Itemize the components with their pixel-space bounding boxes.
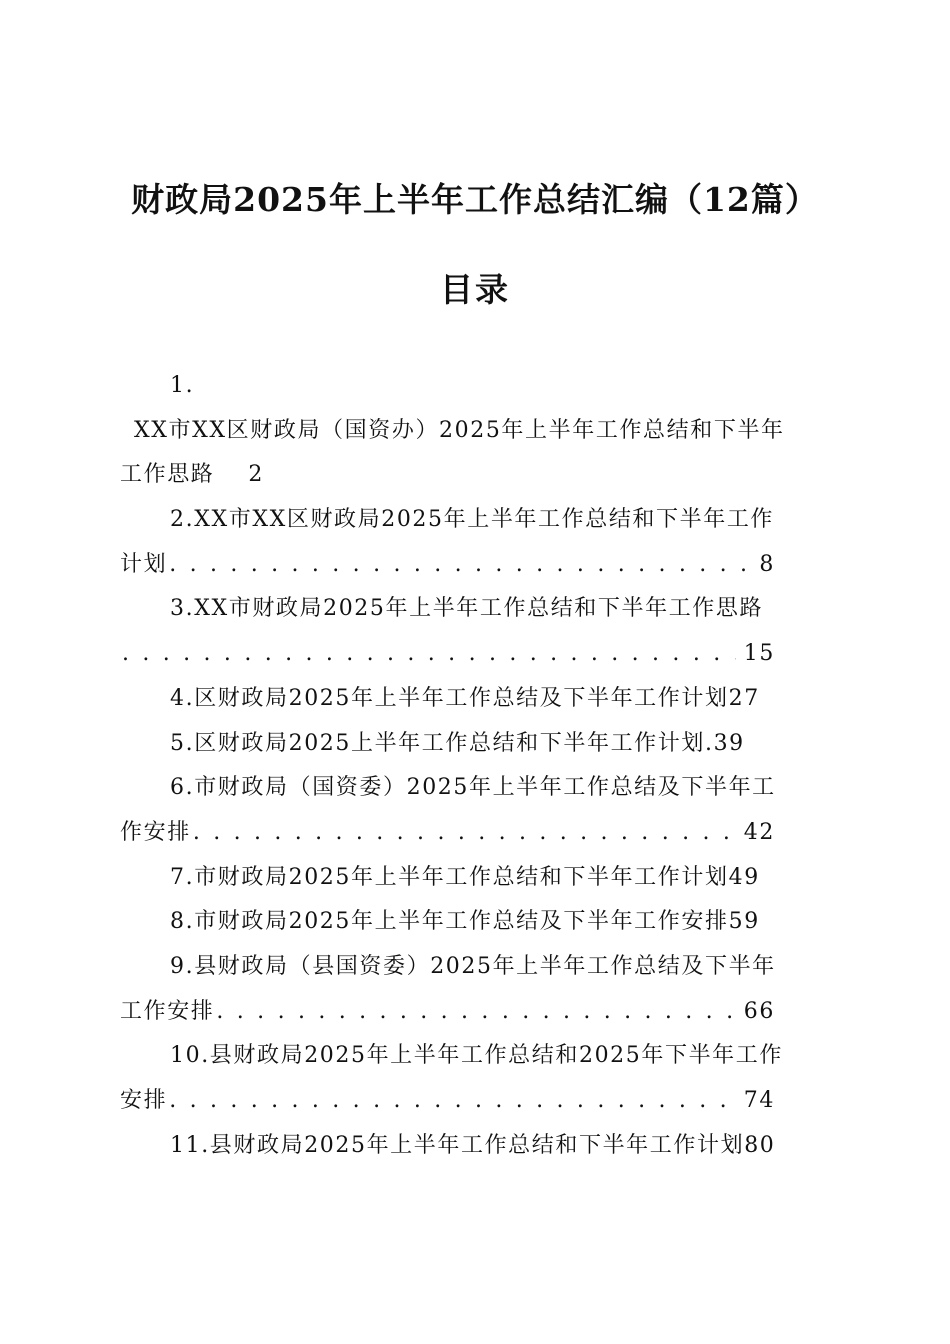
toc-entry-10-title-cont: 安排 xyxy=(120,1088,168,1113)
toc-entry-6-title[interactable]: 6.市财政局（国资委）2025年上半年工作总结及下半年工 xyxy=(170,775,776,801)
toc-entry-5-page: 39 xyxy=(713,730,745,756)
toc-entry-1-continuation[interactable] xyxy=(120,453,825,498)
toc-entry-2-title[interactable]: 2.XX市XX区财政局2025年上半年工作总结和下半年工作 xyxy=(170,507,775,533)
toc-entry-9-page: 66 xyxy=(743,998,775,1024)
toc-entry-1-title-cont: 工作思路 xyxy=(120,462,215,488)
toc-entry-4[interactable] xyxy=(120,677,825,722)
toc-entry-6-continuation[interactable] xyxy=(120,811,775,856)
toc-entry-1-title[interactable]: XX市XX区财政局（国资办）2025年上半年工作总结和下半年 xyxy=(134,417,785,443)
toc-entry-6-title-cont: 作安排 xyxy=(120,819,191,845)
toc-entry-2-page: 8 xyxy=(759,551,775,577)
toc-entry-11-page: 80 xyxy=(744,1132,776,1158)
toc-entry-10-title[interactable]: 10.县财政局2025年上半年工作总结和2025年下半年工作 xyxy=(170,1043,783,1069)
toc-entry-8[interactable] xyxy=(120,900,825,945)
toc-entry-1-page: 2 xyxy=(248,462,265,488)
toc-entry-9-title[interactable]: 9.县财政局（县国资委）2025年上半年工作总结及下半年 xyxy=(170,953,776,979)
toc-entry-9-dot-leader xyxy=(216,990,735,1035)
toc-entry-2-continuation[interactable] xyxy=(120,543,775,588)
toc-entry-3-title[interactable]: 3.XX市财政局2025年上半年工作总结和下半年工作思路 xyxy=(170,596,764,622)
table-of-contents xyxy=(120,364,825,1168)
toc-entry-6-dot-leader xyxy=(193,811,736,856)
toc-entry-10-dot-leader xyxy=(169,1079,736,1124)
toc-entry-6-page: 42 xyxy=(743,819,775,845)
document-title: 财政局2025年上半年工作总结汇编（12篇） xyxy=(131,180,819,219)
toc-entry-8-page: 59 xyxy=(728,909,760,935)
toc-entry-4-title: 4.区财政局2025年上半年工作总结及下半年工作计划 xyxy=(170,685,729,711)
toc-entry-1-number[interactable]: 1. xyxy=(170,373,195,398)
toc-entry-8-title: 8.市财政局2025年上半年工作总结及下半年工作安排 xyxy=(170,909,729,935)
toc-entry-5[interactable] xyxy=(120,722,825,767)
toc-entry-10-continuation[interactable] xyxy=(120,1079,775,1124)
toc-entry-9-continuation[interactable] xyxy=(120,990,775,1035)
toc-entry-7-page: 49 xyxy=(728,864,760,890)
toc-entry-3-continuation[interactable] xyxy=(120,632,775,677)
toc-heading: 目录 xyxy=(440,270,510,309)
toc-entry-10-page: 74 xyxy=(743,1088,775,1113)
toc-entry-3-page: 15 xyxy=(743,641,775,667)
toc-entry-5-title: 5.区财政局2025上半年工作总结和下半年工作计划. xyxy=(170,730,714,756)
toc-entry-7-title: 7.市财政局2025年上半年工作总结和下半年工作计划 xyxy=(170,864,729,890)
toc-entry-3-dot-leader xyxy=(122,632,736,677)
toc-entry-2-dot-leader xyxy=(169,543,751,588)
toc-entry-4-page: 27 xyxy=(728,685,760,711)
toc-entry-11[interactable] xyxy=(120,1124,825,1169)
toc-entry-9-title-cont: 工作安排 xyxy=(120,998,215,1024)
toc-entry-2-title-cont: 计划 xyxy=(120,551,168,577)
toc-entry-11-title: 11.县财政局2025年上半年工作总结和下半年工作计划 xyxy=(170,1132,745,1158)
toc-entry-7[interactable] xyxy=(120,856,825,901)
